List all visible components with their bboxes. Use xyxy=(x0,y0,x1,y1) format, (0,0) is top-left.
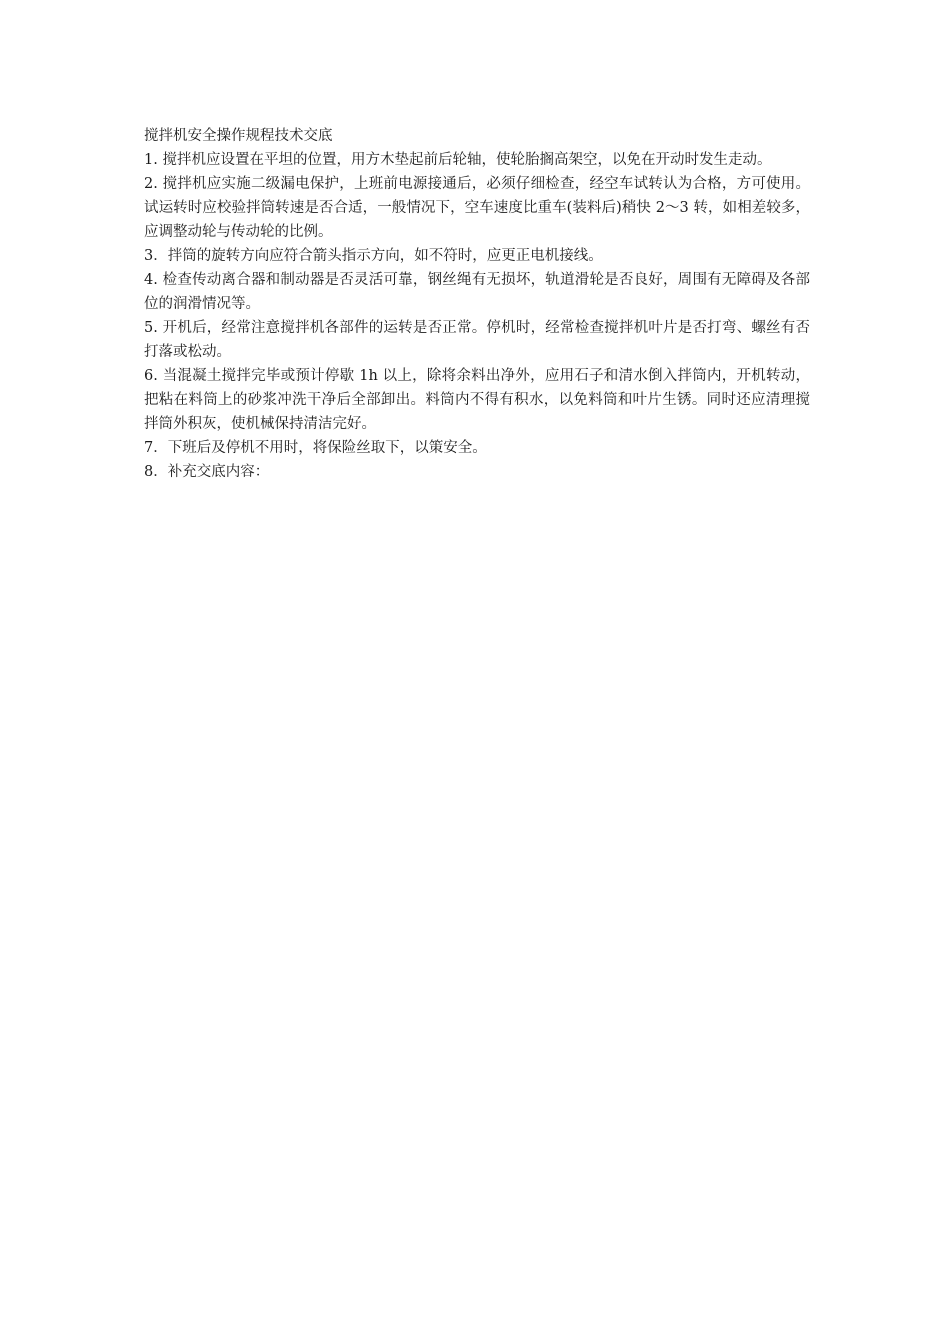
document-body xyxy=(144,124,810,484)
paragraph-4: 4. 检查传动离合器和制动器是否灵活可靠，钢丝绳有无损坏，轨道滑轮是否良好，周围有无障碍及各部位的润滑情况等。 xyxy=(144,272,810,312)
paragraph-2: 2. 搅拌机应实施二级漏电保护，上班前电源接通后，必须仔细检查，经空车试转认为合格，方可使用。试运转时应校验拌筒转速是否合适，一般情况下，空车速度比重车(装料后)稍快 2～3 转，如相差较多，应调整动轮与传动轮的比例。 xyxy=(144,176,810,240)
paragraph-1: 1. 搅拌机应设置在平坦的位置，用方木垫起前后轮轴，使轮胎搁高架空，以免在开动时发生走动。 xyxy=(144,152,772,168)
paragraph-5: 5. 开机后，经常注意搅拌机各部件的运转是否正常。停机时，经常检查搅拌机叶片是否打弯、螺丝有否打落或松动。 xyxy=(144,320,810,360)
paragraph-3: 3．拌筒的旋转方向应符合箭头指示方向，如不符时，应更正电机接线。 xyxy=(144,248,603,264)
paragraph-6: 6. 当混凝土搅拌完毕或预计停歇 1h 以上，除将余料出净外，应用石子和清水倒入拌筒内，开机转动，把粘在料筒上的砂浆冲洗干净后全部卸出。料筒内不得有积水，以免料筒和叶片生锈。同时还应清理搅拌筒外积灰，使机械保持清洁完好。 xyxy=(144,368,810,432)
paragraph-8: 8．补充交底内容： xyxy=(144,464,270,480)
paragraph-7: 7．下班后及停机不用时，将保险丝取下，以策安全。 xyxy=(144,440,487,456)
document-title: 搅拌机安全操作规程技术交底 xyxy=(144,128,333,144)
